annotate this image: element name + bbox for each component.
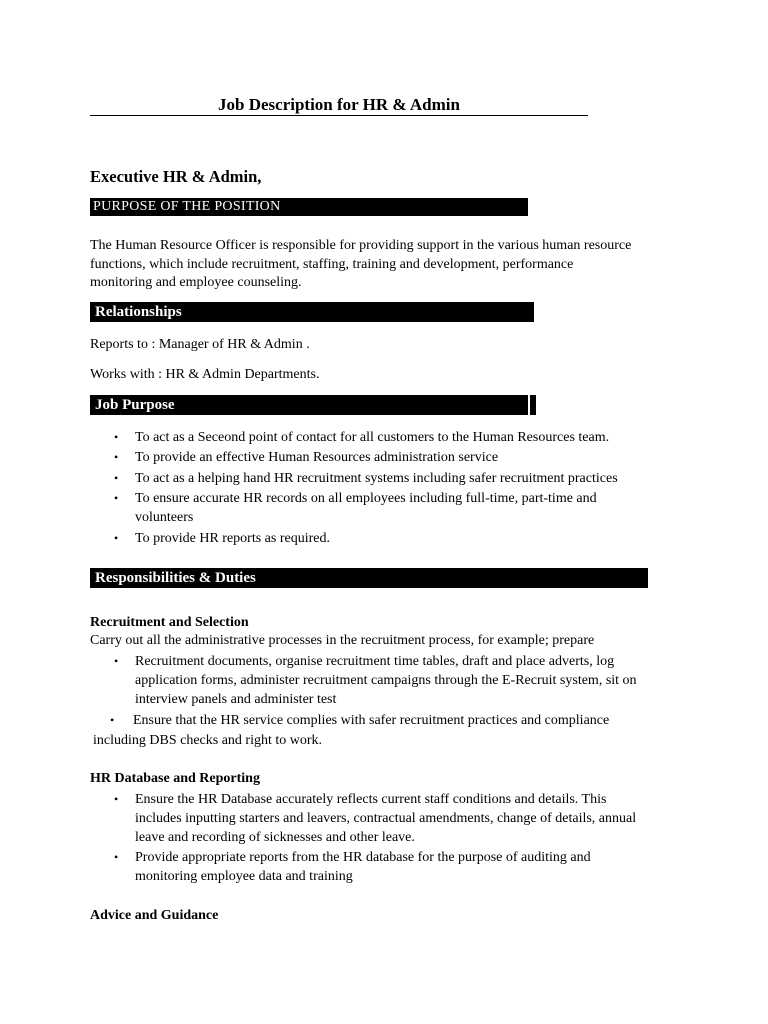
- relationships-heading: Relationships: [95, 304, 182, 320]
- list-item: Ensure the HR Database accurately reflects current staff conditions and details. This: [135, 792, 607, 807]
- list-item-continuation: interview panels and administer test: [135, 692, 337, 707]
- relationships-heading-bar: [90, 302, 534, 322]
- purpose-line-3: monitoring and employee counseling.: [90, 275, 302, 290]
- list-item: To act as a helping hand HR recruitment systems including safer recruitment practices: [135, 471, 618, 486]
- bullet-icon: •: [114, 491, 119, 505]
- list-item: To act as a Seceond point of contact for all customers to the Human Resources team.: [135, 430, 610, 445]
- list-item-continuation: monitoring employee data and training: [135, 869, 353, 884]
- recruitment-intro: Carry out all the administrative processes in the recruitment process, for example; prepare: [90, 633, 595, 648]
- purpose-line-2: functions, which include recruitment, staffing, training and development, performance: [90, 257, 574, 272]
- heading-bar-divider: [528, 395, 530, 415]
- bullet-icon: •: [114, 430, 119, 444]
- job-purpose-heading: Job Purpose: [95, 397, 175, 413]
- list-item: Provide appropriate reports from the HR database for the purpose of auditing and: [135, 850, 591, 865]
- list-item: To provide HR reports as required.: [135, 531, 330, 546]
- list-item: To provide an effective Human Resources administration service: [135, 450, 499, 465]
- bullet-icon: •: [114, 850, 119, 864]
- list-item: To ensure accurate HR records on all employees including full-time, part-time and: [135, 491, 597, 506]
- bullet-icon: •: [114, 471, 119, 485]
- recruitment-heading: Recruitment and Selection: [90, 615, 249, 630]
- list-item-continuation: includes inputting starters and leavers, contractual amendments, change of details, annual: [135, 811, 637, 826]
- purpose-heading-bar: [90, 198, 528, 216]
- bullet-icon: •: [110, 713, 115, 727]
- list-item-continuation: leave and recording of sicknesses and other leave.: [135, 830, 415, 845]
- reports-to: Reports to : Manager of HR & Admin .: [90, 337, 310, 352]
- responsibilities-heading: Responsibilities & Duties: [95, 570, 256, 586]
- responsibilities-heading-bar: [90, 568, 648, 588]
- purpose-line-1: The Human Resource Officer is responsible for providing support in the various human resource: [90, 238, 632, 253]
- document-title: Job Description for HR & Admin: [90, 93, 588, 116]
- list-item: Ensure that the HR service complies with safer recruitment practices and compliance: [133, 713, 610, 728]
- bullet-icon: •: [114, 792, 119, 806]
- advice-heading: Advice and Guidance: [90, 908, 219, 923]
- list-item-continuation: application forms, administer recruitment campaigns through the E-Recruit system, sit on: [135, 673, 637, 688]
- purpose-heading: PURPOSE OF THE POSITION: [93, 199, 281, 214]
- list-item-continuation: including DBS checks and right to work.: [93, 733, 323, 748]
- job-purpose-heading-bar: [90, 395, 536, 415]
- bullet-icon: •: [114, 654, 119, 668]
- works-with: Works with : HR & Admin Departments.: [90, 367, 320, 382]
- bullet-icon: •: [114, 531, 119, 545]
- list-item: Recruitment documents, organise recruitment time tables, draft and place adverts, log: [135, 654, 615, 669]
- position-title: Executive HR & Admin,: [90, 167, 262, 186]
- database-heading: HR Database and Reporting: [90, 771, 260, 786]
- list-item-continuation: volunteers: [135, 510, 194, 525]
- bullet-icon: •: [114, 450, 119, 464]
